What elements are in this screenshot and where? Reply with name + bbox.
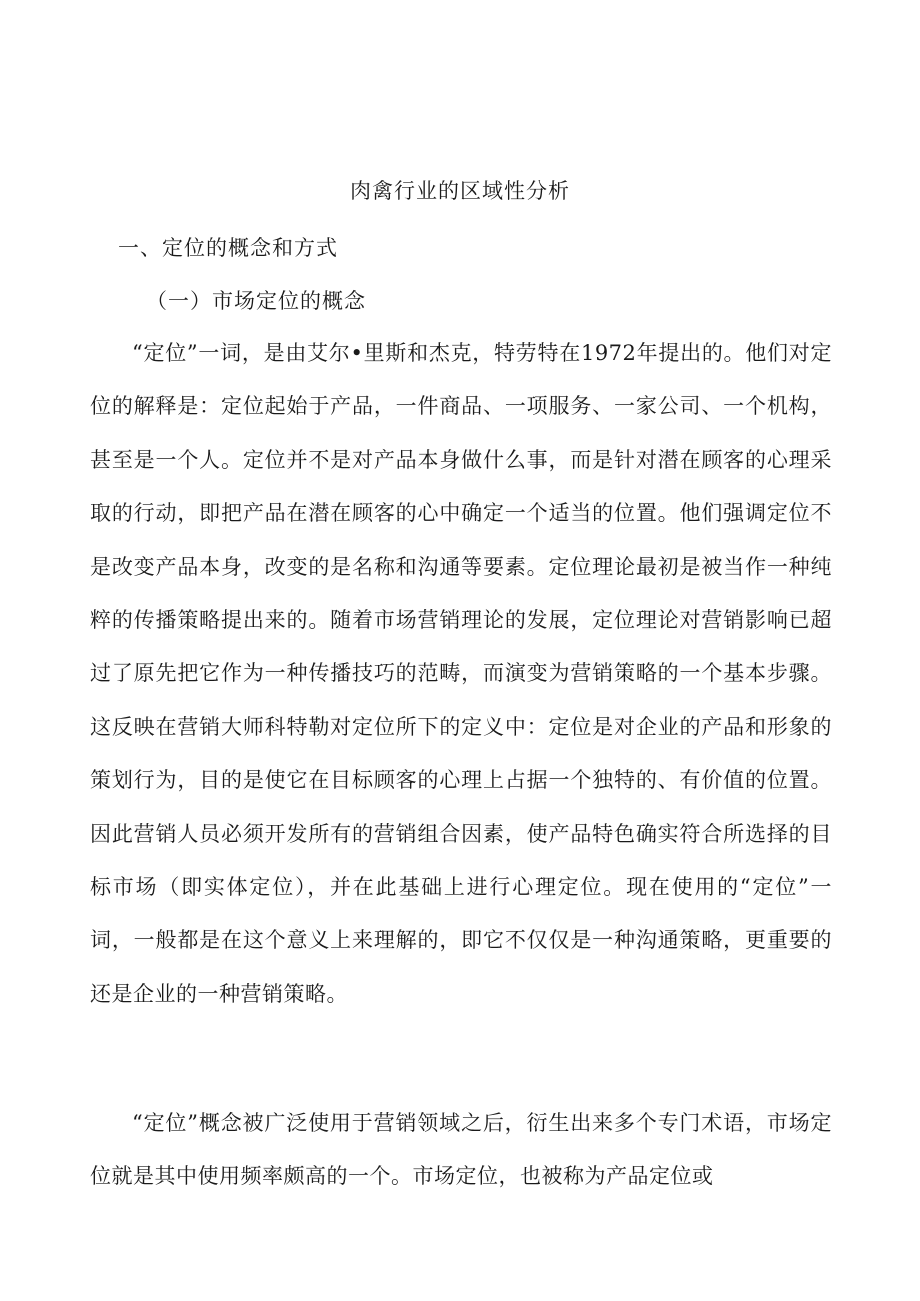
subsection-heading: （一）市场定位的概念 <box>146 289 366 313</box>
document-title: 肉禽行业的区域性分析 <box>350 179 570 203</box>
section-heading: 一、定位的概念和方式 <box>118 236 338 260</box>
body-paragraph: “定位”一词，是由艾尔•里斯和杰克，特劳特在1972年提出的。他们对定位的解释是：定位起始于产品，一件商品、一项服务、一家公司、一个机构，甚至是一个人。定位并不是对产品本身做什么事，而是针对潜在顾客的心理采取的行动，即把产品在潜在顾客的心中确定一个适当的位置。他们强调定位不是改变产品本身，改变的是名称和沟通等要素。定位理论最初是被当作一种纯粹的传播策略提出来的。随着市场营销理论的发展，定位理论对营销影响已超过了原先把它作为一种传播技巧的范畴，而演变为营销策略的一个基本步骤。这反映在营销大师科特勒对定位所下的定义中：定位是对企业的产品和形象的策划行为，目的是使它在目标顾客的心理上占据一个独特的、有价值的位置。因此营销人员必须开发所有的营销组合因素，使产品特色确实符合所选择的目标市场（即实体定位），并在此基础上进行心理定位。现在使用的“定位”一词，一般都是在这个意义上来理解的，即它不仅仅是一种沟通策略，更重要的还是企业的一种营销策略。 <box>90 341 832 1006</box>
body-paragraph: “定位”概念被广泛使用于营销领域之后，衍生出来多个专门术语，市场定位就是其中使用频率颇高的一个。市场定位，也被称为产品定位或 <box>90 1111 832 1189</box>
